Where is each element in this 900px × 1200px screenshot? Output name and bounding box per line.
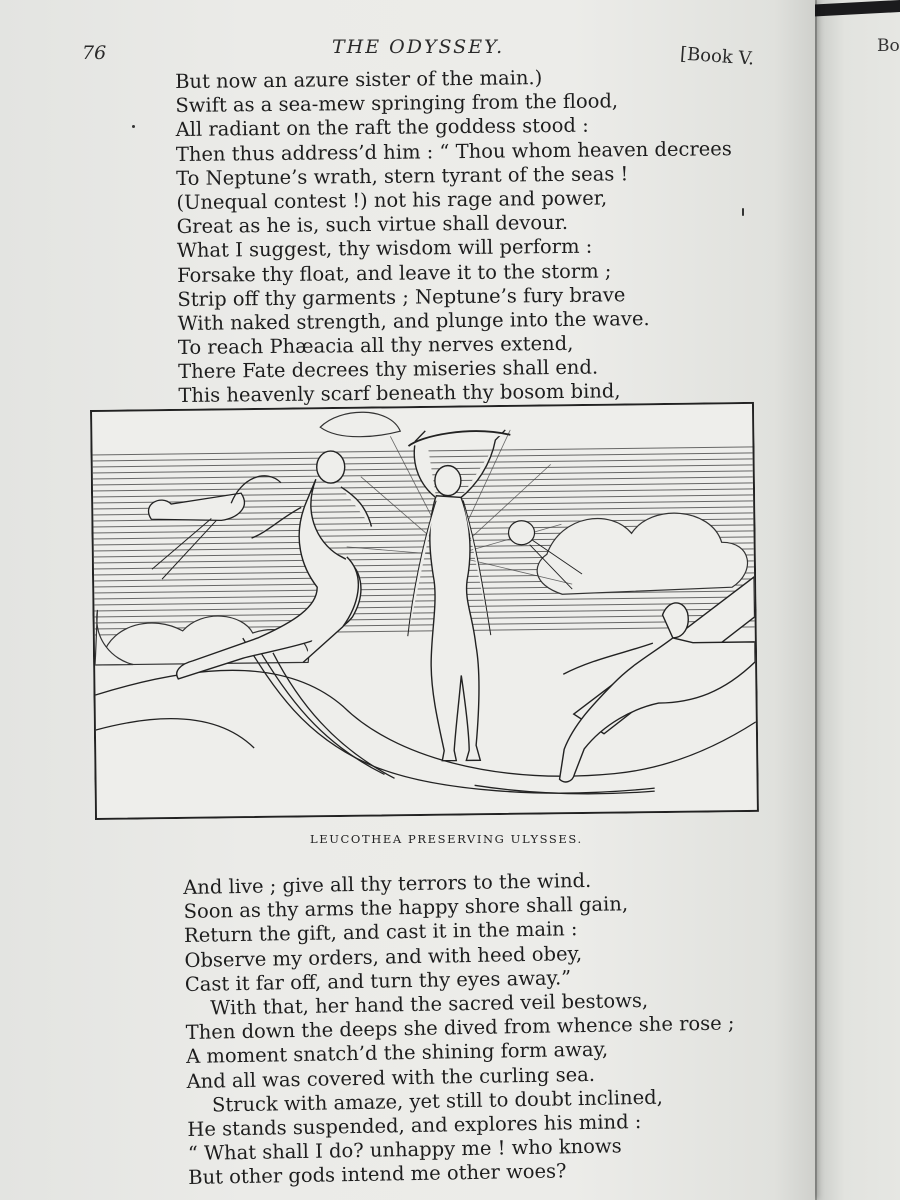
verse-line: With that, her hand the sacred veil bestows,	[210, 988, 649, 1020]
print-speck	[742, 208, 744, 216]
print-speck	[132, 125, 135, 128]
verse-line: And live ; give all thy terrors to the wind.	[183, 868, 592, 899]
verse-line: To Neptune’s wrath, stern tyrant of the seas !	[176, 162, 629, 190]
verse-line: Strip off thy garments ; Neptune’s fury brave	[177, 282, 626, 311]
facing-page-header: Bo	[877, 36, 900, 56]
verse-line: And all was covered with the curling sea.	[186, 1062, 596, 1093]
engraving-drawing	[90, 402, 759, 820]
verse-line: Soon as thy arms the happy shore shall gain,	[183, 892, 629, 924]
verse-line: There Fate decrees thy miseries shall end.	[178, 355, 599, 384]
verse-line: This heavenly scarf beneath thy bosom bind,	[178, 379, 621, 408]
illustration-caption: LEUCOTHEA PRESERVING ULYSSES.	[310, 832, 583, 846]
running-title: THE ODYSSEY.	[332, 36, 505, 58]
verse-block-bottom	[183, 866, 737, 1190]
engraving-illustration	[90, 402, 759, 820]
verse-line: He stands suspended, and explores his mind :	[187, 1109, 642, 1141]
verse-line: “ What shall I do? unhappy me ! who knows	[187, 1134, 622, 1166]
verse-line: A moment snatch’d the shining form away,	[185, 1037, 609, 1069]
verse-line: Observe my orders, and with heed obey,	[184, 941, 583, 972]
facing-page-edge	[815, 0, 900, 1200]
verse-line: With naked strength, and plunge into the wave.	[177, 306, 650, 335]
verse-line: Great as he is, such virtue shall devour.	[176, 211, 569, 239]
verse-line: Cast it far off, and turn thy eyes away.”	[184, 965, 572, 996]
verse-block-top	[175, 64, 734, 408]
page-number: 76	[82, 42, 107, 64]
verse-line: Struck with amaze, yet still to doubt inclined,	[211, 1085, 664, 1117]
verse-line: To reach Phæacia all thy nerves extend,	[177, 331, 574, 360]
verse-line: (Unequal contest !) not his rage and power,	[176, 186, 608, 214]
verse-line: Return the gift, and cast it in the main :	[183, 917, 578, 948]
verse-line: What I suggest, thy wisdom will perform :	[176, 234, 593, 263]
verse-line: All radiant on the raft the goddess stood :	[175, 114, 589, 142]
verse-line: But now an azure sister of the main.)	[175, 66, 543, 93]
verse-line: Then thus address’d him : “ Thou whom heaven decrees	[175, 136, 732, 166]
verse-line: Swift as a sea-mew springing from the flood,	[175, 89, 619, 118]
verse-line: But other gods intend me other woes?	[188, 1159, 567, 1190]
verse-line: Then down the deeps she dived from whence she rose ;	[185, 1011, 735, 1045]
book-reference: [Book V.	[679, 43, 755, 70]
page-gutter-line	[815, 0, 817, 1200]
verse-line: Forsake thy float, and leave it to the storm ;	[177, 258, 612, 287]
running-header	[82, 36, 762, 70]
